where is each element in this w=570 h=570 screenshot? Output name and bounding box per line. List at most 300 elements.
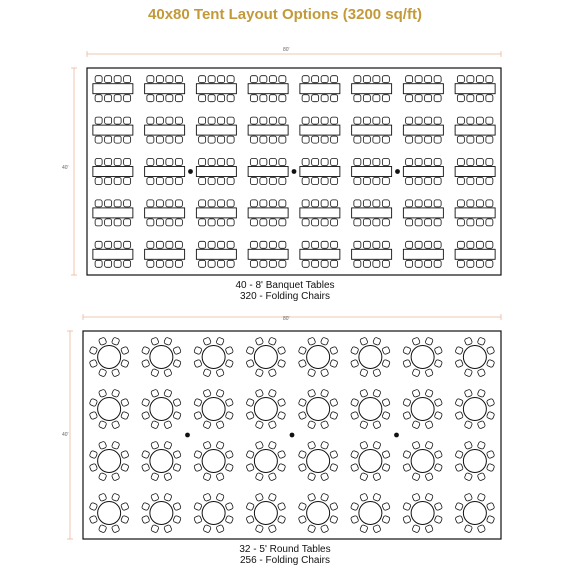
round-layout — [67, 314, 501, 539]
folding-chair — [124, 136, 131, 143]
folding-chair — [199, 159, 206, 166]
folding-chair — [114, 178, 121, 185]
folding-chair — [194, 359, 202, 367]
folding-chair — [105, 241, 112, 248]
folding-chair — [434, 159, 441, 166]
folding-chair — [312, 95, 319, 102]
folding-chair — [406, 200, 413, 207]
folding-chair — [464, 441, 472, 449]
banquet-table — [352, 125, 392, 135]
folding-chair — [95, 76, 102, 83]
folding-chair — [260, 260, 267, 267]
banquet-table — [145, 208, 185, 218]
folding-chair — [415, 76, 422, 83]
banquet-table-set — [300, 200, 340, 226]
folding-chair — [105, 159, 112, 166]
banquet-caption-chairs: 320 - Folding Chairs — [239, 291, 331, 302]
folding-chair — [307, 389, 315, 397]
round-table — [98, 450, 121, 473]
banquet-table-set — [196, 76, 236, 102]
folding-chair — [208, 117, 215, 124]
folding-chair — [302, 95, 309, 102]
round-table-set — [298, 441, 338, 481]
folding-chair — [175, 178, 182, 185]
folding-chair — [477, 493, 485, 501]
banquet-table-set — [455, 76, 495, 102]
tent-pole-marker — [395, 169, 400, 174]
folding-chair — [312, 260, 319, 267]
folding-chair — [320, 337, 328, 345]
folding-chair — [486, 260, 493, 267]
banquet-table — [352, 208, 392, 218]
banquet-table — [455, 167, 495, 177]
banquet-table-set — [248, 241, 288, 267]
folding-chair — [360, 524, 368, 532]
round-table-set — [298, 337, 338, 377]
folding-chair — [246, 398, 254, 406]
round-table — [411, 450, 434, 473]
folding-chair — [194, 463, 202, 471]
folding-chair — [173, 359, 181, 367]
folding-chair — [373, 524, 381, 532]
banquet-table — [248, 167, 288, 177]
folding-chair — [455, 359, 463, 367]
folding-chair — [141, 450, 149, 458]
folding-chair — [298, 346, 306, 354]
round-table-set — [89, 389, 129, 429]
banquet-table-set — [248, 159, 288, 185]
folding-chair — [173, 515, 181, 523]
round-table-set — [246, 389, 286, 429]
round-table-set — [403, 389, 443, 429]
folding-chair — [194, 450, 202, 458]
folding-chair — [260, 95, 267, 102]
folding-chair — [312, 76, 319, 83]
banquet-table-set — [196, 117, 236, 143]
banquet-table-set — [352, 200, 392, 226]
folding-chair — [141, 515, 149, 523]
folding-chair — [114, 219, 121, 226]
folding-chair — [98, 524, 106, 532]
banquet-table-set — [403, 241, 443, 267]
round-table-set — [141, 389, 181, 429]
folding-chair — [415, 200, 422, 207]
folding-chair — [114, 159, 121, 166]
folding-chair — [156, 200, 163, 207]
folding-chair — [331, 219, 338, 226]
folding-chair — [218, 159, 225, 166]
folding-chair — [166, 219, 173, 226]
folding-chair — [298, 463, 306, 471]
banquet-table — [196, 167, 236, 177]
page-title: 40x80 Tent Layout Options (3200 sq/ft) — [148, 6, 422, 23]
round-caption-chairs: 256 - Folding Chairs — [239, 555, 331, 566]
folding-chair — [302, 260, 309, 267]
banquet-table — [403, 167, 443, 177]
folding-chair — [434, 502, 442, 510]
folding-chair — [320, 368, 328, 376]
folding-chair — [227, 260, 234, 267]
banquet-width-label: 80' — [283, 47, 290, 53]
folding-chair — [486, 117, 493, 124]
folding-chair — [467, 159, 474, 166]
folding-chair — [216, 493, 224, 501]
round-table-set — [350, 441, 390, 481]
folding-chair — [279, 117, 286, 124]
folding-chair — [486, 450, 494, 458]
folding-chair — [121, 359, 129, 367]
folding-chair — [199, 117, 206, 124]
folding-chair — [406, 117, 413, 124]
folding-chair — [373, 136, 380, 143]
banquet-table — [93, 208, 133, 218]
banquet-table — [455, 125, 495, 135]
folding-chair — [260, 159, 267, 166]
banquet-table — [196, 208, 236, 218]
banquet-table-set — [93, 241, 133, 267]
folding-chair — [111, 493, 119, 501]
folding-chair — [434, 178, 441, 185]
folding-chair — [434, 117, 441, 124]
banquet-table — [145, 167, 185, 177]
folding-chair — [373, 389, 381, 397]
folding-chair — [373, 260, 380, 267]
folding-chair — [382, 117, 389, 124]
round-table-set — [350, 337, 390, 377]
folding-chair — [457, 117, 464, 124]
folding-chair — [98, 493, 106, 501]
folding-chair — [95, 95, 102, 102]
folding-chair — [486, 411, 494, 419]
round-table — [307, 398, 330, 421]
folding-chair — [105, 117, 112, 124]
folding-chair — [175, 95, 182, 102]
folding-chair — [194, 398, 202, 406]
folding-chair — [425, 420, 433, 428]
round-table-set — [298, 493, 338, 533]
folding-chair — [89, 398, 97, 406]
round-height-label: 40' — [62, 432, 69, 438]
round-table-set — [89, 337, 129, 377]
folding-chair — [147, 178, 154, 185]
folding-chair — [476, 241, 483, 248]
folding-chair — [382, 346, 390, 354]
folding-chair — [225, 359, 233, 367]
folding-chair — [250, 117, 257, 124]
folding-chair — [208, 159, 215, 166]
tent-pole-marker — [292, 169, 297, 174]
folding-chair — [194, 346, 202, 354]
banquet-table — [455, 249, 495, 259]
folding-chair — [434, 411, 442, 419]
banquet-table — [403, 84, 443, 94]
folding-chair — [373, 368, 381, 376]
folding-chair — [260, 136, 267, 143]
folding-chair — [111, 472, 119, 480]
folding-chair — [111, 368, 119, 376]
folding-chair — [486, 346, 494, 354]
folding-chair — [321, 219, 328, 226]
folding-chair — [216, 524, 224, 532]
folding-chair — [363, 95, 370, 102]
folding-chair — [147, 241, 154, 248]
folding-chair — [194, 411, 202, 419]
folding-chair — [373, 472, 381, 480]
folding-chair — [95, 260, 102, 267]
folding-chair — [218, 219, 225, 226]
banquet-table-set — [455, 117, 495, 143]
folding-chair — [464, 420, 472, 428]
folding-chair — [269, 219, 276, 226]
folding-chair — [455, 463, 463, 471]
banquet-table-set — [93, 117, 133, 143]
folding-chair — [121, 398, 129, 406]
tent-pole-marker — [188, 169, 193, 174]
folding-chair — [260, 76, 267, 83]
folding-chair — [269, 200, 276, 207]
banquet-table — [300, 125, 340, 135]
folding-chair — [255, 389, 263, 397]
round-table — [98, 346, 121, 369]
banquet-table-set — [352, 159, 392, 185]
folding-chair — [203, 389, 211, 397]
banquet-table — [248, 249, 288, 259]
folding-chair — [486, 200, 493, 207]
folding-chair — [486, 359, 494, 367]
folding-chair — [331, 117, 338, 124]
folding-chair — [218, 178, 225, 185]
folding-chair — [218, 95, 225, 102]
folding-chair — [467, 200, 474, 207]
folding-chair — [208, 200, 215, 207]
folding-chair — [455, 398, 463, 406]
folding-chair — [208, 76, 215, 83]
folding-chair — [95, 200, 102, 207]
folding-chair — [321, 178, 328, 185]
folding-chair — [354, 241, 361, 248]
folding-chair — [166, 76, 173, 83]
folding-chair — [330, 411, 338, 419]
banquet-table-set — [403, 76, 443, 102]
round-caption-tables: 32 - 5' Round Tables — [239, 544, 331, 555]
folding-chair — [406, 95, 413, 102]
folding-chair — [218, 200, 225, 207]
folding-chair — [486, 463, 494, 471]
folding-chair — [382, 95, 389, 102]
folding-chair — [406, 136, 413, 143]
round-table-set — [350, 389, 390, 429]
folding-chair — [156, 136, 163, 143]
folding-chair — [360, 389, 368, 397]
folding-chair — [225, 515, 233, 523]
folding-chair — [164, 472, 172, 480]
round-table — [307, 502, 330, 525]
folding-chair — [141, 359, 149, 367]
folding-chair — [330, 450, 338, 458]
folding-chair — [434, 136, 441, 143]
folding-chair — [415, 178, 422, 185]
banquet-layout — [71, 51, 501, 275]
folding-chair — [166, 178, 173, 185]
folding-chair — [406, 219, 413, 226]
folding-chair — [486, 136, 493, 143]
banquet-table-set — [300, 241, 340, 267]
folding-chair — [425, 524, 433, 532]
folding-chair — [89, 515, 97, 523]
folding-chair — [457, 241, 464, 248]
round-table — [359, 450, 382, 473]
folding-chair — [199, 200, 206, 207]
banquet-table — [455, 84, 495, 94]
banquet-table-set — [196, 159, 236, 185]
folding-chair — [298, 398, 306, 406]
folding-chair — [147, 200, 154, 207]
folding-chair — [477, 420, 485, 428]
round-table-set — [194, 493, 234, 533]
banquet-table — [455, 208, 495, 218]
folding-chair — [425, 241, 432, 248]
folding-chair — [203, 472, 211, 480]
folding-chair — [382, 200, 389, 207]
folding-chair — [95, 219, 102, 226]
folding-chair — [330, 515, 338, 523]
folding-chair — [476, 159, 483, 166]
folding-chair — [279, 219, 286, 226]
round-table-set — [350, 493, 390, 533]
banquet-table-set — [145, 117, 185, 143]
folding-chair — [350, 502, 358, 510]
folding-chair — [151, 441, 159, 449]
folding-chair — [298, 450, 306, 458]
folding-chair — [203, 420, 211, 428]
folding-chair — [412, 368, 420, 376]
folding-chair — [350, 515, 358, 523]
folding-chair — [173, 502, 181, 510]
folding-chair — [298, 411, 306, 419]
folding-chair — [476, 260, 483, 267]
folding-chair — [382, 515, 390, 523]
folding-chair — [354, 219, 361, 226]
folding-chair — [279, 136, 286, 143]
folding-chair — [121, 450, 129, 458]
folding-chair — [406, 178, 413, 185]
folding-chair — [486, 76, 493, 83]
banquet-table — [352, 84, 392, 94]
folding-chair — [403, 450, 411, 458]
folding-chair — [246, 502, 254, 510]
folding-chair — [307, 420, 315, 428]
banquet-table — [300, 84, 340, 94]
folding-chair — [151, 493, 159, 501]
folding-chair — [382, 463, 390, 471]
folding-chair — [330, 502, 338, 510]
round-table-set — [246, 493, 286, 533]
banquet-table-set — [455, 241, 495, 267]
folding-chair — [464, 472, 472, 480]
folding-chair — [477, 524, 485, 532]
folding-chair — [302, 200, 309, 207]
folding-chair — [225, 463, 233, 471]
folding-chair — [173, 346, 181, 354]
folding-chair — [425, 472, 433, 480]
folding-chair — [320, 472, 328, 480]
folding-chair — [360, 368, 368, 376]
folding-chair — [227, 117, 234, 124]
folding-chair — [302, 219, 309, 226]
folding-chair — [406, 159, 413, 166]
folding-chair — [105, 219, 112, 226]
folding-chair — [373, 219, 380, 226]
folding-chair — [156, 159, 163, 166]
folding-chair — [269, 136, 276, 143]
round-table-set — [141, 493, 181, 533]
banquet-table — [93, 167, 133, 177]
folding-chair — [147, 95, 154, 102]
banquet-table-set — [300, 76, 340, 102]
folding-chair — [151, 368, 159, 376]
folding-chair — [312, 178, 319, 185]
folding-chair — [373, 95, 380, 102]
banquet-table-set — [352, 76, 392, 102]
banquet-table-set — [300, 117, 340, 143]
folding-chair — [225, 346, 233, 354]
folding-chair — [425, 136, 432, 143]
folding-chair — [467, 117, 474, 124]
folding-chair — [457, 200, 464, 207]
folding-chair — [350, 450, 358, 458]
folding-chair — [434, 463, 442, 471]
banquet-table — [300, 249, 340, 259]
folding-chair — [277, 450, 285, 458]
folding-chair — [277, 515, 285, 523]
folding-chair — [151, 524, 159, 532]
folding-chair — [208, 136, 215, 143]
folding-chair — [250, 200, 257, 207]
folding-chair — [218, 260, 225, 267]
banquet-table-set — [352, 241, 392, 267]
folding-chair — [227, 76, 234, 83]
folding-chair — [373, 420, 381, 428]
folding-chair — [227, 136, 234, 143]
folding-chair — [255, 441, 263, 449]
folding-chair — [260, 117, 267, 124]
folding-chair — [434, 76, 441, 83]
folding-chair — [354, 260, 361, 267]
folding-chair — [246, 515, 254, 523]
folding-chair — [373, 493, 381, 501]
folding-chair — [425, 219, 432, 226]
folding-chair — [216, 389, 224, 397]
folding-chair — [260, 241, 267, 248]
banquet-table-set — [248, 117, 288, 143]
folding-chair — [302, 241, 309, 248]
folding-chair — [360, 420, 368, 428]
folding-chair — [166, 159, 173, 166]
folding-chair — [425, 441, 433, 449]
banquet-table — [145, 125, 185, 135]
round-table-set — [194, 441, 234, 481]
folding-chair — [199, 95, 206, 102]
folding-chair — [166, 241, 173, 248]
folding-chair — [89, 346, 97, 354]
folding-chair — [124, 95, 131, 102]
folding-chair — [307, 493, 315, 501]
folding-chair — [464, 524, 472, 532]
folding-chair — [373, 441, 381, 449]
folding-chair — [277, 411, 285, 419]
folding-chair — [307, 524, 315, 532]
folding-chair — [111, 524, 119, 532]
